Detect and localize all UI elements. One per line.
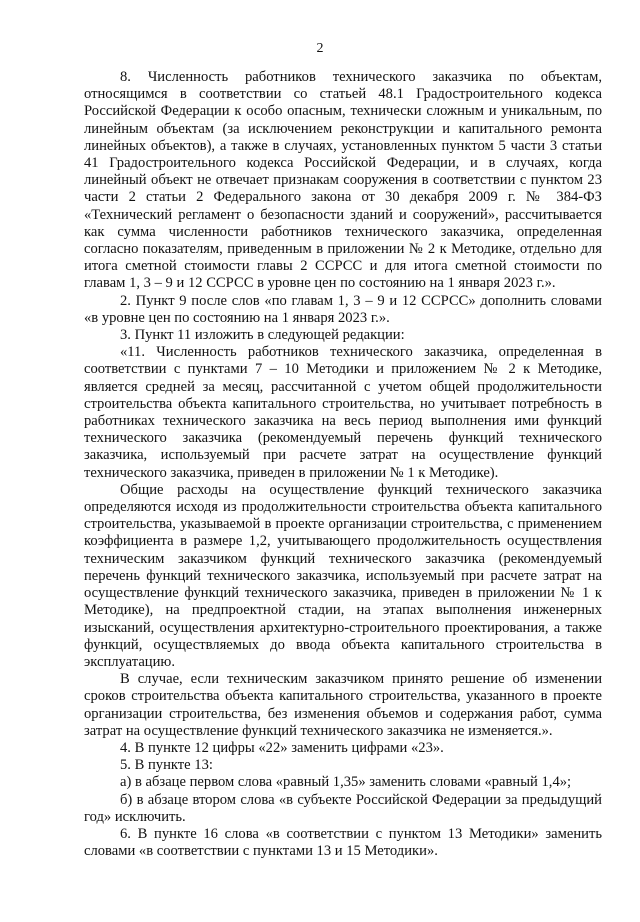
paragraph-item-5b: б) в абзаце втором слова «в субъекте Российской Федерации за предыдущий год» исключить. <box>84 791 602 825</box>
paragraph-item-5a: а) в абзаце первом слова «равный 1,35» заменить словами «равный 1,4»; <box>120 774 572 791</box>
paragraph-new-item-11: «11. Численность работников технического заказчика, определенная в соответствии с пунктами 7 – 10 Методики и приложением № 2 к Методике, является средней за месяц, рассчитанной с учетом общей продолжительности строительства объекта капитального строительства, но учитывает потребность в работниках технического заказчика на весь период выполнения ими функций технического заказчика (рекомендуемый перечень функций технического заказчика, используемый при расчете затрат на осуществление функций технического заказчика, приведен в приложении № 1 к Методике). <box>84 344 602 481</box>
page-number: 2 <box>316 41 324 56</box>
paragraph-item-2: 2. Пункт 9 после слов «по главам 1, 3 – 9 и 12 ССРСС» дополнить словами «в уровне цен по состоянию на 1 января 2023 г.». <box>84 292 602 326</box>
paragraph-item-5: 5. В пункте 13: <box>120 757 213 774</box>
paragraph-general-expenses: Общие расходы на осуществление функций технического заказчика определяются исходя из продолжительности строительства объекта капитального строительства, указываемой в проекте организации строительства, с применением коэффициента в размере 1,2, учитывающего продолжительность осуществления техническим заказчиком функций технического заказчика (рекомендуемый перечень функций технического заказчика, используемый при расчете затрат на осуществление функций технического заказчика, приведен в приложении № 1 к Методике), на предпроектной стадии, на этапах выполнения инженерных изысканий, осуществления архитектурно-строительного проектирования, а также функций, осуществляемых до ввода объекта капитального строительства в эксплуатацию. <box>84 481 602 670</box>
paragraph-item-6: 6. В пункте 16 слова «в соответствии с пунктом 13 Методики» заменить словами «в соответствии с пунктами 13 и 15 Методики». <box>84 825 602 860</box>
document-body <box>84 69 602 860</box>
paragraph-item-4: 4. В пункте 12 цифры «22» заменить цифрами «23». <box>120 739 444 756</box>
paragraph-item-8: 8. Численность работников технического заказчика по объектам, относящимся в соответствии со статьей 48.1 Градостроительного кодекса Российской Федерации к особо опасным, технически сложным и уникальным, по линейным объектам (за исключением реконструкции и капитального ремонта линейных объектов), а также в случаях, установленных пунктом 5 части 3 статьи 41 Градостроительного кодекса Российской Федерации, и в случаях, когда линейный объект не отвечает признакам сооружения в соответствии с пунктом 23 части 2 статьи 2 Федерального закона от 30 декабря 2009 г. № 384-ФЗ «Технический регламент о безопасности зданий и сооружений», рассчитывается как сумма численности работников технического заказчика, определенная согласно показателям, приведенным в приложении № 2 к Методике, отдельно для итога сметной стоимости главы 2 ССРСС и для итога сметной стоимости по главам 1, 3 – 9 и 12 ССРСС в уровне цен по состоянию на 1 января 2023 г.». <box>84 69 602 292</box>
paragraph-item-3: 3. Пункт 11 изложить в следующей редакции: <box>120 327 405 344</box>
paragraph-schedule-change: В случае, если техническим заказчиком принято решение об изменении сроков строительства объекта капитального строительства, указанного в проекте организации строительства, без изменения объемов и содержания работ, сумма затрат на осуществление функций технического заказчика не изменяется.». <box>84 671 602 739</box>
